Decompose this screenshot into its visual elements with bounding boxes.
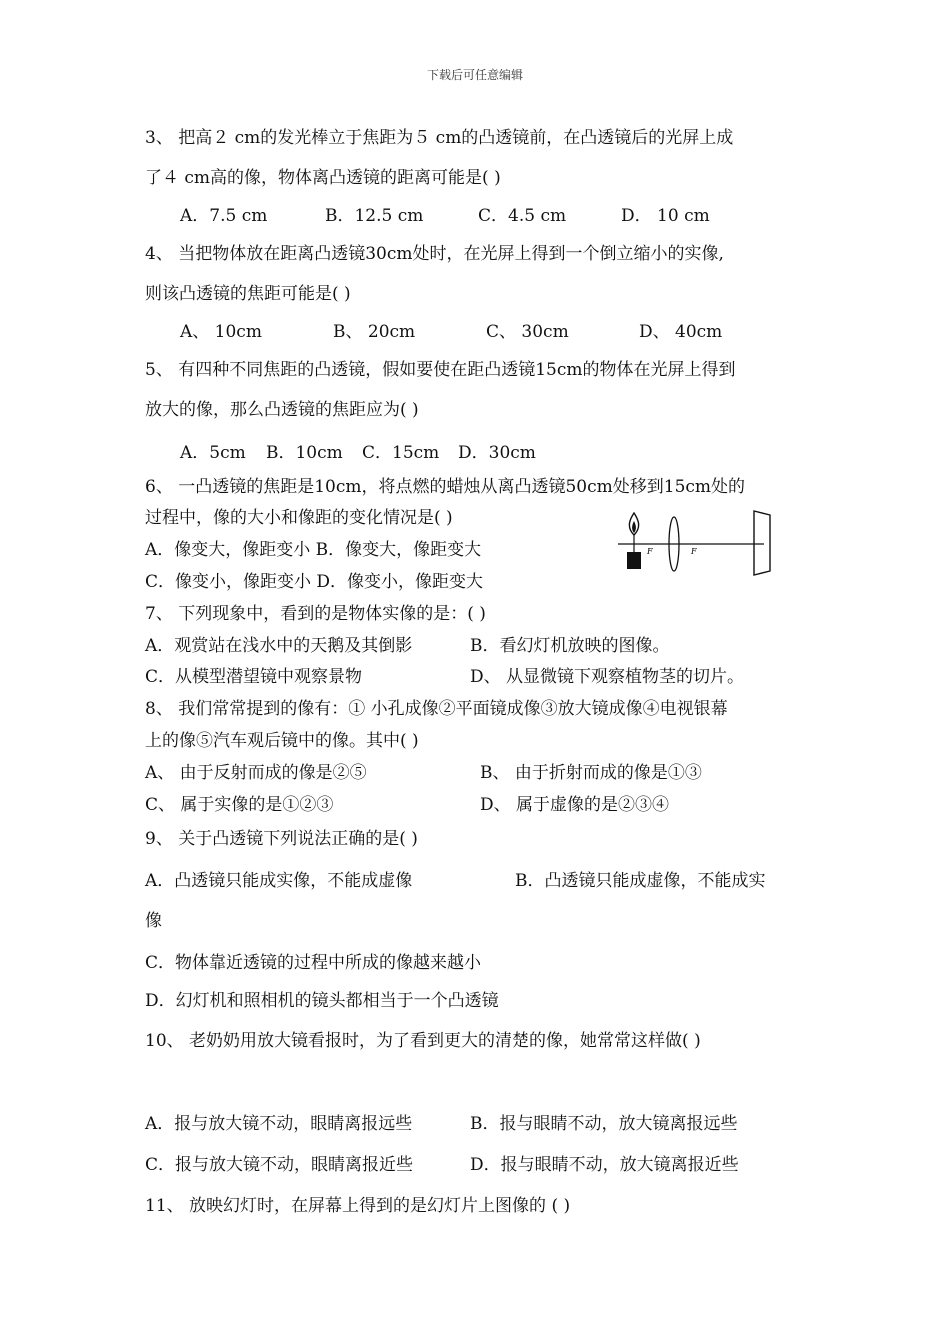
q3-stem-line1: 3、 把高２ cm的发光棒立于焦距为５ cm的凸透镜前，在凸透镜后的光屏上成 (145, 128, 734, 148)
q3-option-d: D． 10 cm (621, 206, 710, 226)
q9-option-a: A．凸透镜只能成实像，不能成虚像 (145, 871, 413, 891)
q8-options-row2 (145, 795, 669, 815)
q9-stem: 9、 关于凸透镜下列说法正确的是( ) (145, 829, 418, 849)
lens-diagram (612, 505, 782, 577)
q7-stem: 7、 下列现象中，看到的是物体实像的是：( ) (145, 604, 486, 624)
q7-option-c: C．从模型潜望镜中观察景物 (145, 667, 363, 687)
q3-stem-line2: 了４ cm高的像，物体离凸透镜的距离可能是( ) (145, 168, 501, 188)
q8-option-a: A、 由于反射而成的像是②⑤ (145, 763, 367, 783)
q3-option-b: B．12.5 cm (325, 206, 424, 226)
q5-options (180, 443, 536, 463)
q8-option-c: C、 属于实像的是①②③ (145, 795, 334, 815)
q4-option-b: B、 20cm (333, 322, 416, 342)
q4-option-d: D、 40cm (639, 322, 723, 342)
q3-options (180, 206, 710, 226)
q10-options-row2 (145, 1155, 739, 1175)
q7-option-b: B．看幻灯机放映的图像。 (470, 636, 670, 656)
q9-option-b: B．凸透镜只能成虚像，不能成实 (515, 871, 766, 891)
q4-option-a: A、 10cm (180, 322, 262, 342)
page-header: 下载后可任意编辑 (426, 68, 523, 82)
q9-option-c: C．物体靠近透镜的过程中所成的像越来越小 (145, 953, 482, 973)
q7-options-row1 (145, 636, 670, 656)
q10-option-b: B．报与眼睛不动，放大镜离报远些 (470, 1114, 738, 1134)
candle-body-icon (627, 552, 641, 569)
q4-options (180, 322, 722, 342)
candle-flame-core-icon (632, 521, 636, 533)
q8-options-row1 (145, 763, 702, 783)
q3-option-c: C．4.5 cm (478, 206, 567, 226)
q4-stem-line1: 4、 当把物体放在距离凸透镜30cm处时，在光屏上得到一个倒立缩小的实像, (145, 244, 724, 264)
q8-stem-line2: 上的像⑤汽车观后镜中的像。其中( ) (145, 731, 419, 751)
q10-option-a: A．报与放大镜不动，眼睛离报远些 (145, 1114, 413, 1134)
focal-point-label-left: F (647, 547, 653, 556)
q6-stem-line1: 6、 一凸透镜的焦距是10cm，将点燃的蜡烛从离凸透镜50cm处移到15cm处的 (145, 477, 746, 497)
q5-stem-line1: 5、 有四种不同焦距的凸透镜，假如要使在距凸透镜15cm的物体在光屏上得到 (145, 360, 736, 380)
q6-stem-line2: 过程中，像的大小和像距的变化情况是( ) (145, 508, 453, 528)
q4-stem-line2: 则该凸透镜的焦距可能是( ) (145, 284, 351, 304)
q9-option-d: D．幻灯机和照相机的镜头都相当于一个凸透镜 (145, 991, 499, 1011)
q10-option-c: C．报与放大镜不动，眼睛离报近些 (145, 1155, 414, 1175)
focal-point-label-right: F (691, 547, 697, 556)
light-screen-icon (754, 511, 770, 575)
q10-option-d: D．报与眼睛不动，放大镜离报近些 (470, 1155, 739, 1175)
q9-options-row1 (145, 871, 766, 891)
q5-option-a: A．5cm (180, 443, 246, 463)
q5-stem-line2: 放大的像，那么凸透镜的焦距应为( ) (145, 400, 419, 420)
q7-option-d: D、 从显微镜下观察植物茎的切片。 (470, 667, 745, 687)
q5-option-d: D．30cm (458, 443, 536, 463)
q10-options-row1 (145, 1114, 738, 1134)
q5-option-c: C．15cm (362, 443, 440, 463)
q11-stem: 11、 放映幻灯时，在屏幕上得到的是幻灯片上图像的 ( ) (145, 1196, 571, 1216)
q7-options-row2 (145, 667, 744, 687)
q8-option-d: D、 属于虚像的是②③④ (480, 795, 670, 815)
q8-stem-line1: 8、 我们常常提到的像有：① 小孔成像②平面镜成像③放大镜成像④电视银幕 (145, 699, 728, 719)
q7-option-a: A．观赏站在浅水中的天鹅及其倒影 (145, 636, 413, 656)
q4-option-c: C、 30cm (486, 322, 569, 342)
q6-options-row1: A．像变大，像距变小 B．像变大，像距变大 (145, 540, 482, 560)
q3-option-a: A．7.5 cm (180, 206, 268, 226)
q9-option-b-continued: 像 (145, 911, 162, 931)
q5-option-b: B．10cm (266, 443, 343, 463)
q6-options-row2: C．像变小，像距变小 D．像变小，像距变大 (145, 572, 484, 592)
q10-stem: 10、 老奶奶用放大镜看报时，为了看到更大的清楚的像，她常常这样做( ) (145, 1031, 701, 1051)
q8-option-b: B、 由于折射而成的像是①③ (480, 763, 702, 783)
